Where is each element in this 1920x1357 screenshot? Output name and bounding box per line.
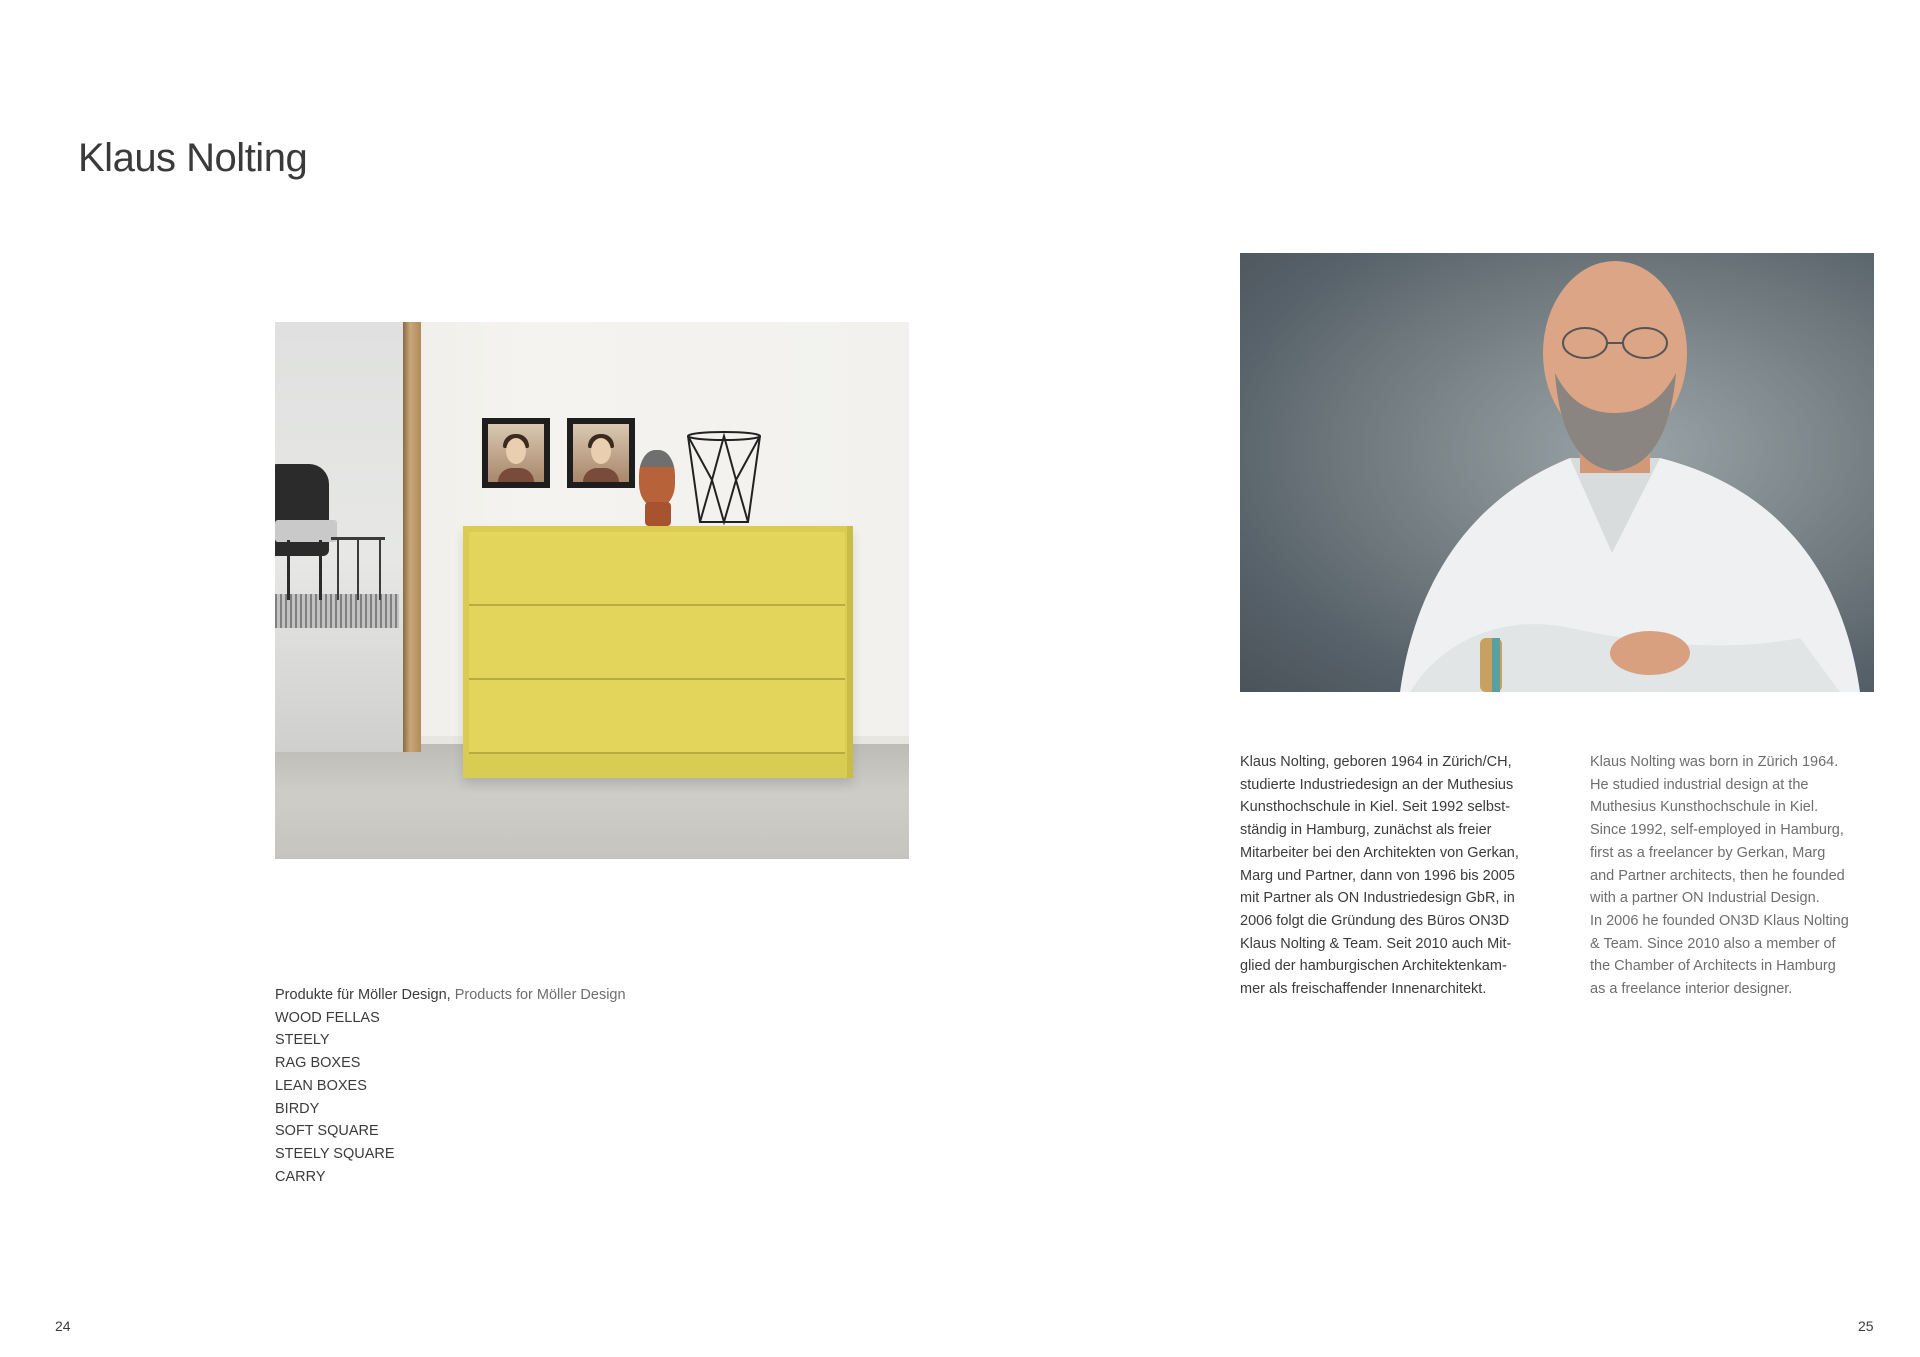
- side-table-leg: [379, 538, 381, 600]
- product-photo: [275, 322, 909, 859]
- chair-leg: [319, 540, 322, 600]
- dresser-drawer: [469, 532, 845, 606]
- bio-german: [1240, 751, 1538, 1001]
- bio-line: Mitarbeiter bei den Architekten von Gerkan,: [1240, 844, 1519, 861]
- doorway-view: [275, 322, 403, 752]
- side-table-leg: [357, 538, 359, 600]
- bio-line: 2006 folgt die Gründung des Büros ON3D: [1240, 912, 1510, 929]
- bio-line: with a partner ON Industrial Design.: [1590, 890, 1820, 907]
- products-heading: [275, 984, 695, 1007]
- door-frame: [403, 322, 421, 752]
- bio-line: Since 1992, self-employed in Hamburg,: [1590, 822, 1844, 839]
- portrait-photo: [1240, 253, 1874, 692]
- product-item: CARRY: [275, 1168, 326, 1185]
- page-number-left: 24: [55, 1318, 71, 1334]
- chair-cushion: [275, 520, 337, 542]
- sculpture-bust: [635, 450, 679, 526]
- bio-line: Klaus Nolting was born in Zürich 1964.: [1590, 754, 1839, 770]
- bio-line: studierte Industriedesign an der Muthesius: [1240, 776, 1514, 793]
- product-item: STEELY SQUARE: [275, 1145, 395, 1162]
- page-title: Klaus Nolting: [78, 136, 308, 180]
- framed-picture: [567, 418, 635, 488]
- wire-vase: [685, 430, 763, 526]
- bio-line: and Partner architects, then he founded: [1590, 867, 1845, 884]
- product-item: RAG BOXES: [275, 1055, 361, 1072]
- bio-line: as a freelance interior designer.: [1590, 981, 1793, 998]
- bio-line: the Chamber of Architects in Hamburg: [1590, 958, 1836, 975]
- dresser-drawer: [469, 606, 845, 680]
- bio-line: first as a freelancer by Gerkan, Marg: [1590, 844, 1826, 861]
- bio-line: ständig in Hamburg, zunächst als freier: [1240, 822, 1492, 839]
- product-item: BIRDY: [275, 1100, 320, 1117]
- product-item: SOFT SQUARE: [275, 1123, 379, 1140]
- bio-line: Klaus Nolting, geboren 1964 in Zürich/CH,: [1240, 754, 1512, 770]
- bio-line: mit Partner als ON Industriedesign GbR, in: [1240, 890, 1515, 907]
- designer-portrait: [1240, 253, 1874, 692]
- bio-line: In 2006 he founded ON3D Klaus Nolting: [1590, 912, 1849, 929]
- yellow-dresser: [463, 526, 853, 778]
- side-table-leg: [337, 538, 339, 600]
- framed-picture: [482, 418, 550, 488]
- products-block: [275, 984, 695, 1188]
- products-heading-de: Produkte für Möller Design,: [275, 987, 451, 1003]
- bio-line: glied der hamburgischen Architektenkam-: [1240, 958, 1507, 975]
- bio-line: He studied industrial design at the: [1590, 776, 1809, 793]
- dresser-drawer: [469, 680, 845, 754]
- product-item: LEAN BOXES: [275, 1077, 367, 1094]
- bio-line: & Team. Since 2010 also a member of: [1590, 935, 1836, 952]
- bio-line: Marg und Partner, dann von 1996 bis 2005: [1240, 867, 1515, 884]
- bio-line: Kunsthochschule in Kiel. Seit 1992 selbst-: [1240, 799, 1511, 816]
- bio-line: Muthesius Kunsthochschule in Kiel.: [1590, 799, 1819, 816]
- bio-english: [1590, 751, 1888, 1001]
- product-list: [275, 1007, 695, 1189]
- products-heading-en: Products for Möller Design: [454, 987, 626, 1003]
- product-item: STEELY: [275, 1032, 330, 1049]
- page-number-right: 25: [1858, 1318, 1874, 1334]
- product-item: WOOD FELLAS: [275, 1009, 380, 1026]
- bio-line: Klaus Nolting & Team. Seit 2010 auch Mit-: [1240, 935, 1512, 952]
- chair-leg: [287, 540, 290, 600]
- bio-line: mer als freischaffender Innenarchitekt.: [1240, 981, 1487, 998]
